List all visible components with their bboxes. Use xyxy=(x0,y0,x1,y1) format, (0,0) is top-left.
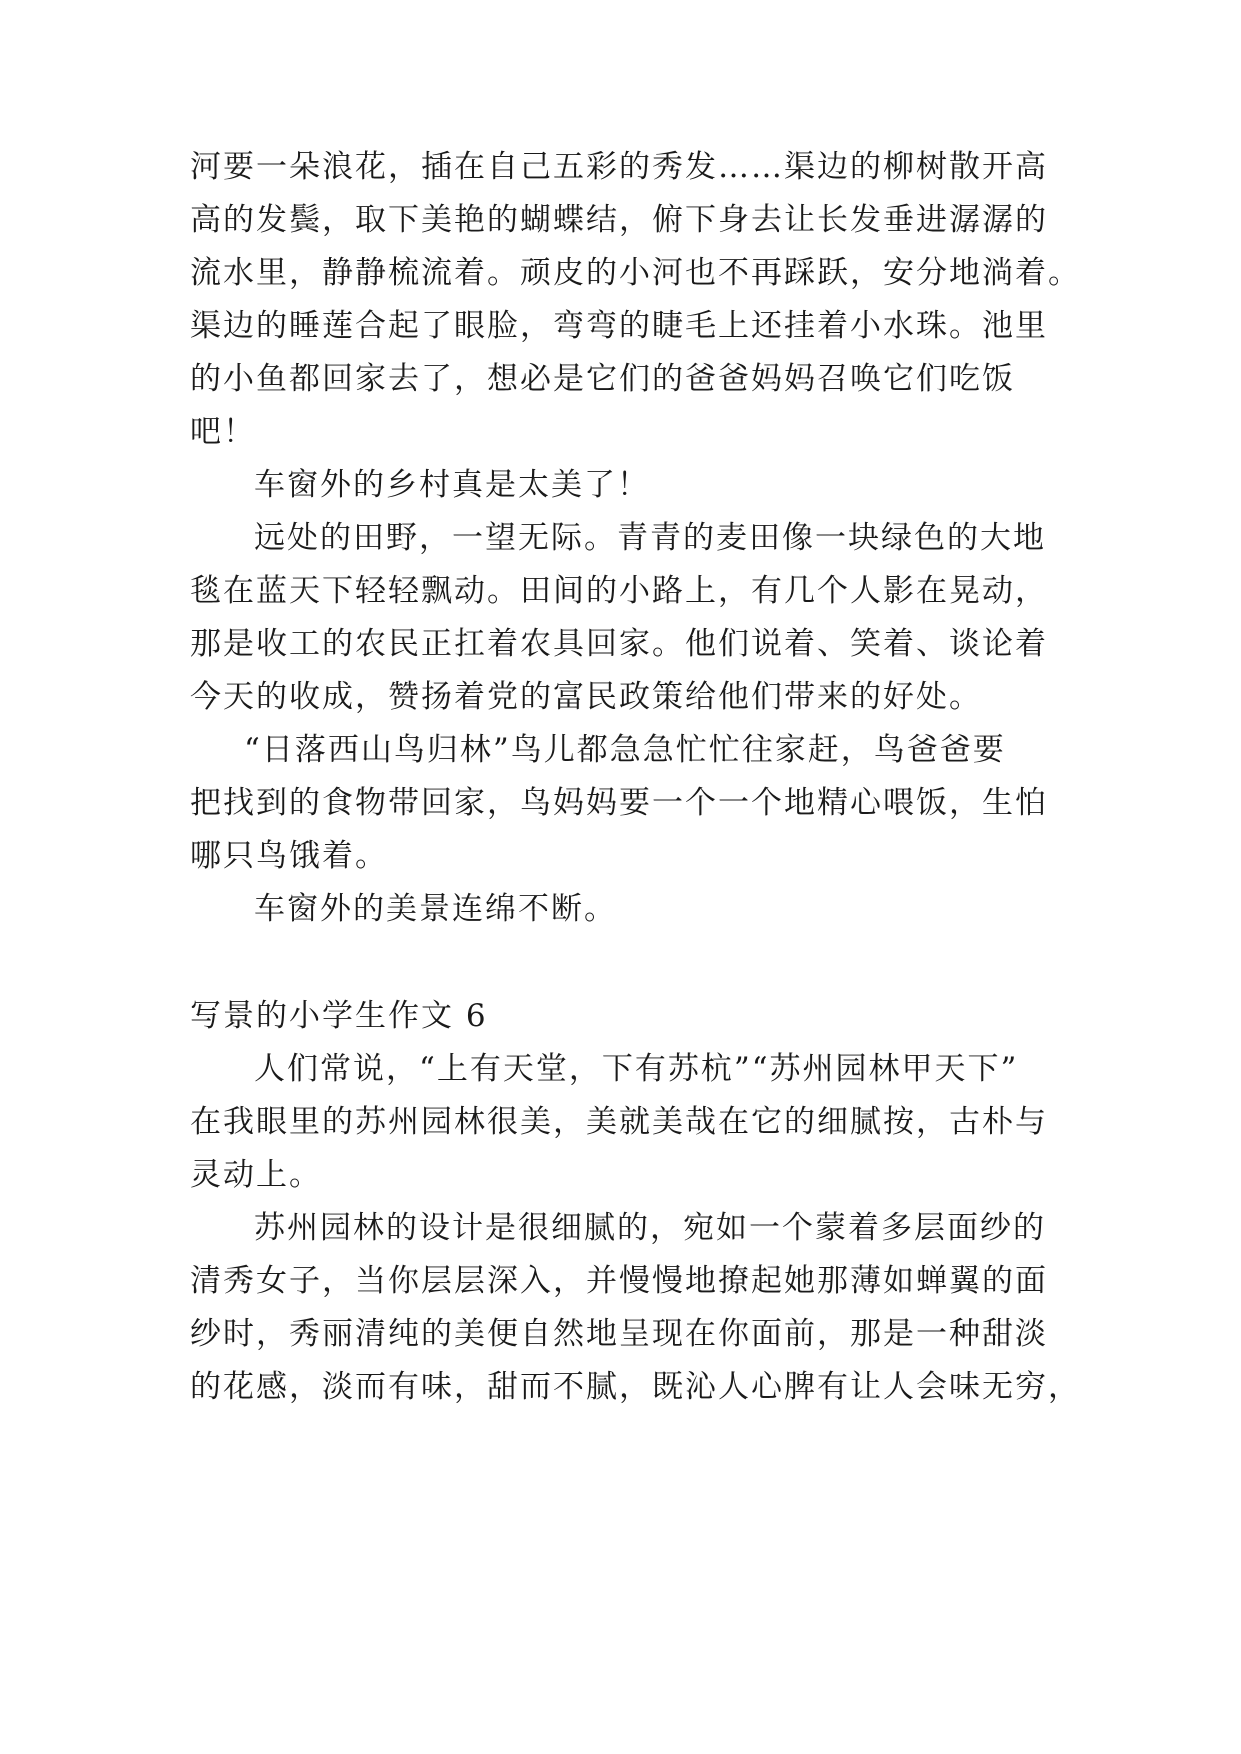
text-line: 的小鱼都回家去了，想必是它们的爸爸妈妈召唤它们吃饭 xyxy=(190,361,1015,397)
text-line: 的花感，淡而有味，甜而不腻，既沁人心脾有让人会味无穷， xyxy=(190,1369,1081,1405)
text-line: 吧！ xyxy=(190,414,256,450)
text-line: 渠边的睡莲合起了眼脸，弯弯的睫毛上还挂着小水珠。池里 xyxy=(190,308,1048,344)
text-line: 在我眼里的苏州园林很美，美就美哉在它的细腻按，古朴与 xyxy=(190,1104,1048,1140)
text-line: “日落西山鸟归林”鸟儿都急急忙忙往家赶，鸟爸爸要 xyxy=(244,732,1006,768)
text-line: 车窗外的美景连绵不断。 xyxy=(254,891,617,927)
text-line: 车窗外的乡村真是太美了！ xyxy=(254,467,650,503)
text-line: 纱时，秀丽清纯的美便自然地呈现在你面前，那是一种甜淡 xyxy=(190,1316,1048,1352)
text-line: 把找到的食物带回家，鸟妈妈要一个一个地精心喂饭，生怕 xyxy=(190,785,1048,821)
text-line: 灵动上。 xyxy=(190,1157,322,1193)
text-line: 毯在蓝天下轻轻飘动。田间的小路上，有几个人影在晃动， xyxy=(190,573,1048,609)
text-line: 哪只鸟饿着。 xyxy=(190,838,388,874)
text-line: 清秀女子，当你层层深入，并慢慢地撩起她那薄如蝉翼的面 xyxy=(190,1263,1048,1299)
text-line: 河要一朵浪花，插在自己五彩的秀发……渠边的柳树散开高 xyxy=(190,149,1048,185)
section-title: 写景的小学生作文 6 xyxy=(190,998,488,1034)
text-line: 流水里，静静梳流着。顽皮的小河也不再踩跃，安分地淌着。 xyxy=(190,255,1081,291)
text-line: 今天的收成，赞扬着党的富民政策给他们带来的好处。 xyxy=(190,679,982,715)
text-line: 远处的田野，一望无际。青青的麦田像一块绿色的大地 xyxy=(254,520,1046,556)
text-line: 苏州园林的设计是很细腻的，宛如一个蒙着多层面纱的 xyxy=(254,1210,1046,1246)
text-line: 高的发鬓，取下美艳的蝴蝶结，俯下身去让长发垂进潺潺的 xyxy=(190,202,1048,238)
text-line: 人们常说，“上有天堂，下有苏杭”“苏州园林甲天下” xyxy=(254,1051,1019,1087)
text-line: 那是收工的农民正扛着农具回家。他们说着、笑着、谈论着 xyxy=(190,626,1048,662)
